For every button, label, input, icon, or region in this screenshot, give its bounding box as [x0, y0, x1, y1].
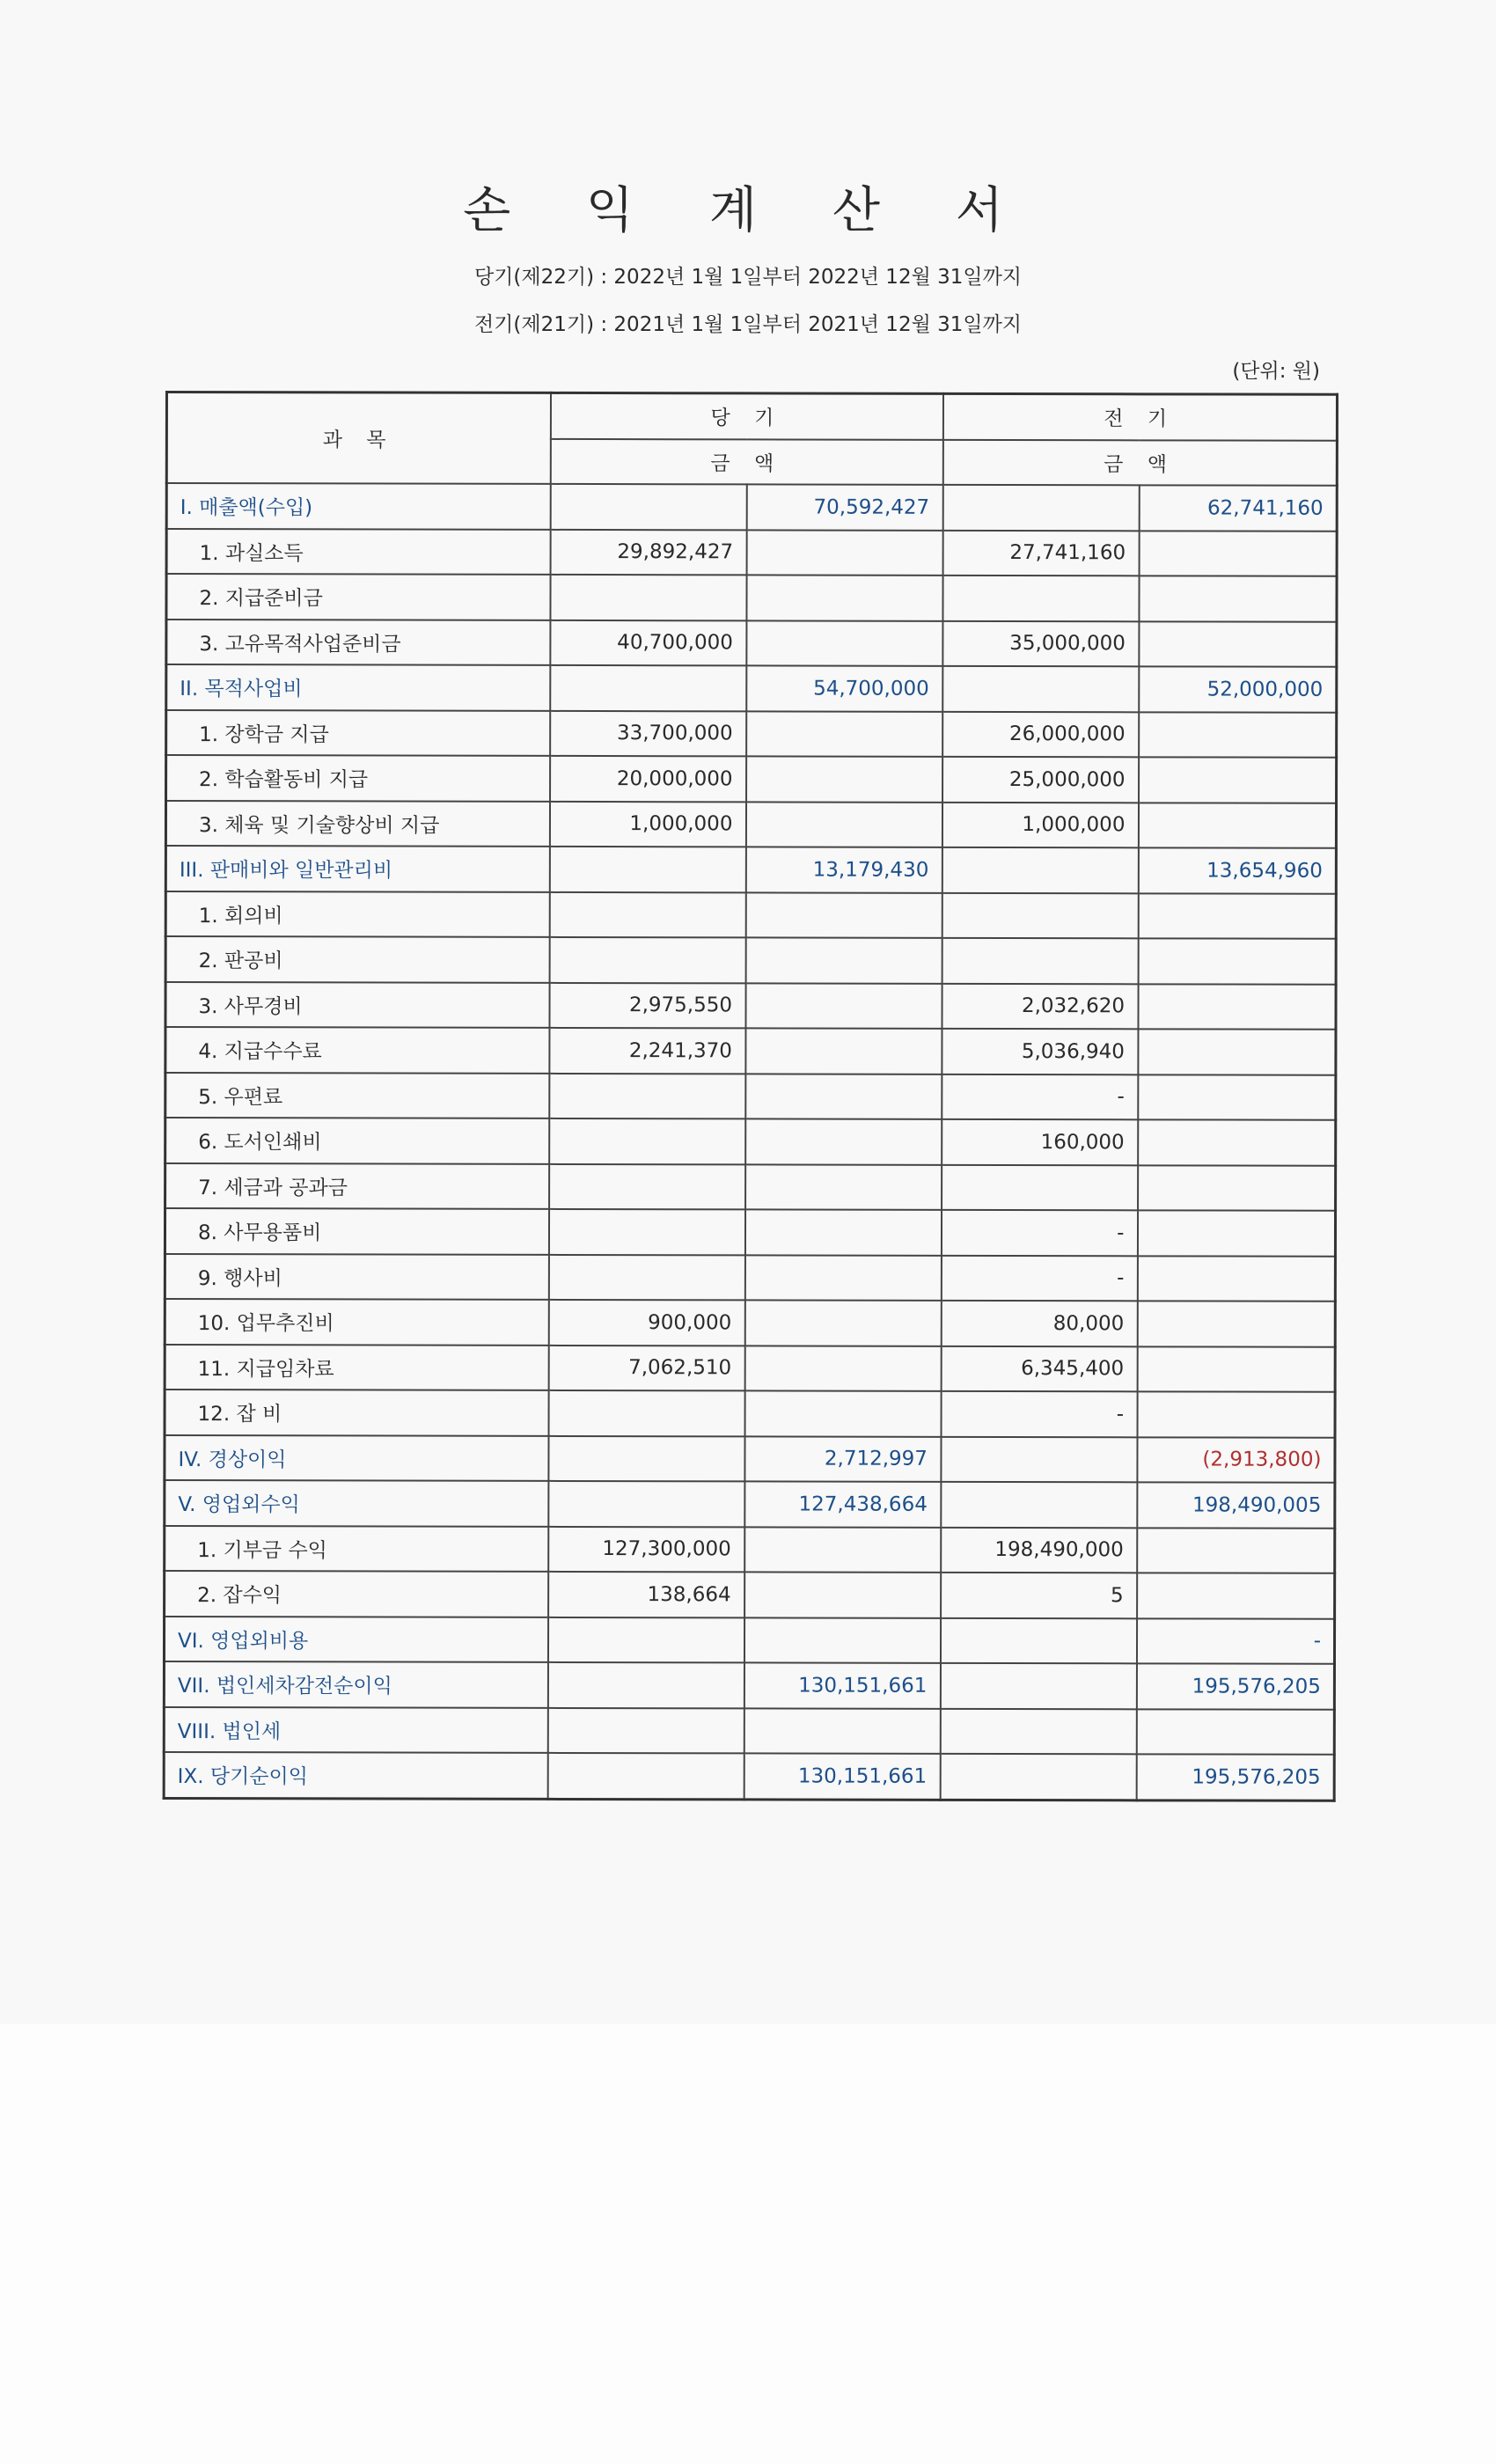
table-row [165, 1163, 1336, 1211]
account-name: IV. 경상이익 [165, 1435, 548, 1481]
current-total-amount [746, 711, 942, 757]
prior-period: 전기(제21기) : 2021년 1월 1일부터 2021년 12월 31일까지 [473, 313, 1023, 336]
account-name: 3. 고유목적사업준비금 [166, 620, 550, 665]
account-name: III. 판매비와 일반관리비 [165, 846, 549, 891]
prior-total-amount [1139, 576, 1337, 621]
prior-item-amount: 198,490,000 [941, 1527, 1137, 1573]
prior-item-amount [942, 576, 1139, 621]
current-total-amount [744, 1617, 940, 1663]
current-item-amount: 1,000,000 [549, 801, 745, 847]
prior-item-amount: 35,000,000 [942, 620, 1139, 666]
account-name: 2. 학습활동비 지급 [166, 755, 550, 801]
current-total-amount: 70,592,427 [746, 484, 942, 530]
header-prior: 전 기 [942, 393, 1337, 440]
current-total-amount [744, 1527, 941, 1573]
prior-item-amount: 1,000,000 [942, 802, 1138, 847]
table-row [165, 1526, 1335, 1573]
current-item-amount [550, 575, 746, 620]
account-name: V. 영업외수익 [165, 1480, 548, 1526]
prior-total-amount [1138, 1029, 1336, 1074]
current-item-amount [548, 1435, 744, 1481]
current-item-amount: 127,300,000 [548, 1526, 744, 1572]
prior-total-amount: 198,490,005 [1137, 1482, 1335, 1528]
prior-item-amount [940, 1708, 1136, 1754]
table-row [165, 936, 1336, 984]
account-name: 2. 잡수익 [165, 1571, 548, 1617]
current-total-amount [745, 1118, 942, 1164]
header-prior-amount: 금 액 [942, 439, 1337, 485]
document-title: 손 익 계 산 서 [463, 182, 1033, 239]
current-item-amount [547, 1753, 744, 1799]
current-total-amount [744, 1300, 941, 1346]
current-item-amount [549, 847, 745, 892]
current-total-amount [746, 530, 942, 576]
prior-total-amount [1139, 757, 1337, 803]
table-row [166, 574, 1337, 621]
current-item-amount [550, 484, 746, 530]
prior-item-amount [941, 1482, 1137, 1528]
account-name: 3. 사무경비 [165, 982, 549, 1028]
prior-total-amount [1137, 1528, 1335, 1573]
prior-total-amount [1139, 531, 1337, 576]
prior-total-amount: 62,741,160 [1139, 485, 1337, 531]
prior-total-amount: 52,000,000 [1139, 666, 1337, 712]
current-item-amount: 7,062,510 [548, 1345, 744, 1390]
current-item-amount [549, 891, 745, 937]
current-total-amount: 127,438,664 [744, 1481, 941, 1527]
current-item-amount [548, 1390, 744, 1436]
account-name: 8. 사무용품비 [165, 1208, 548, 1254]
current-total-amount [746, 756, 942, 802]
account-name: VIII. 법인세 [164, 1706, 547, 1752]
table-row [165, 1208, 1335, 1256]
account-name: 2. 지급준비금 [166, 574, 550, 620]
current-item-amount [548, 1209, 744, 1255]
current-item-amount [547, 1707, 744, 1753]
table-row [165, 1571, 1335, 1618]
table-row [166, 664, 1337, 712]
prior-item-amount [942, 1164, 1138, 1210]
table-row [165, 1073, 1336, 1120]
account-name: 10. 업무추진비 [165, 1299, 548, 1345]
prior-total-amount [1138, 1074, 1336, 1120]
prior-item-amount [942, 938, 1138, 984]
table-row [165, 846, 1336, 893]
current-item-amount: 40,700,000 [550, 620, 746, 665]
table-row [165, 1027, 1336, 1074]
prior-total-amount [1138, 893, 1336, 939]
table-row [166, 755, 1337, 803]
current-item-amount: 2,241,370 [549, 1028, 745, 1074]
table-row [166, 529, 1337, 576]
table-row [165, 982, 1336, 1030]
table-row [164, 1617, 1334, 1664]
table-row [165, 801, 1336, 848]
current-item-amount [547, 1662, 744, 1708]
prior-total-amount: 13,654,960 [1138, 847, 1336, 893]
prior-item-amount: - [942, 1074, 1138, 1119]
table-row [165, 1299, 1335, 1346]
prior-item-amount [942, 892, 1138, 938]
table-row [165, 1480, 1335, 1528]
current-total-amount [744, 1708, 940, 1754]
prior-item-amount: 160,000 [942, 1119, 1138, 1165]
current-total-amount [745, 892, 942, 938]
table-row [165, 1254, 1335, 1302]
header-account: 과 목 [166, 392, 550, 484]
table-row [165, 1390, 1335, 1437]
current-item-amount: 900,000 [548, 1300, 744, 1346]
account-name: 11. 지급임차료 [165, 1345, 548, 1390]
current-item-amount [549, 1163, 745, 1209]
prior-total-amount [1138, 984, 1336, 1030]
prior-total-amount [1139, 712, 1337, 758]
prior-item-amount [942, 666, 1139, 712]
prior-total-amount [1137, 1210, 1335, 1256]
account-name: IX. 당기순이익 [164, 1752, 547, 1799]
current-total-amount [745, 983, 942, 1029]
account-name: 9. 행사비 [165, 1254, 548, 1300]
account-name: 1. 기부금 수익 [165, 1526, 548, 1572]
account-name: 3. 체육 및 기술향상비 지급 [165, 801, 549, 847]
prior-item-amount: 5,036,940 [942, 1029, 1138, 1074]
current-item-amount: 33,700,000 [550, 710, 746, 756]
prior-total-amount [1137, 1256, 1335, 1302]
current-total-amount: 54,700,000 [746, 665, 942, 711]
account-name: 7. 세금과 공과금 [165, 1163, 549, 1209]
prior-total-amount: - [1136, 1618, 1334, 1664]
prior-item-amount: - [941, 1210, 1137, 1256]
prior-item-amount [942, 485, 1139, 531]
prior-total-amount [1138, 938, 1336, 984]
table-row [164, 1752, 1334, 1800]
table-row [166, 620, 1337, 667]
table-body [164, 483, 1337, 1800]
prior-item-amount: - [941, 1391, 1137, 1437]
current-total-amount [746, 575, 942, 620]
prior-item-amount: 26,000,000 [942, 711, 1139, 757]
current-item-amount [548, 1254, 744, 1300]
table-row [166, 710, 1337, 758]
account-name: II. 목적사업비 [166, 664, 550, 710]
current-total-amount: 130,151,661 [744, 1753, 940, 1799]
table-row [165, 1118, 1336, 1165]
account-name: 6. 도서인쇄비 [165, 1118, 549, 1163]
income-statement-table [163, 391, 1338, 1801]
current-total-amount: 130,151,661 [744, 1662, 940, 1708]
current-period: 당기(제22기) : 2022년 1월 1일부터 2022년 12월 31일까지 [473, 266, 1023, 289]
account-name: 1. 회의비 [165, 891, 549, 937]
table-row [165, 1345, 1335, 1392]
current-item-amount [548, 1481, 744, 1527]
current-total-amount [745, 802, 942, 847]
prior-total-amount: 195,576,205 [1136, 1663, 1334, 1709]
current-total-amount: 2,712,997 [744, 1436, 941, 1482]
prior-total-amount [1137, 1391, 1335, 1437]
current-total-amount [744, 1390, 941, 1436]
prior-total-amount [1137, 1301, 1335, 1346]
current-total-amount [744, 1209, 941, 1255]
current-total-amount [745, 1074, 942, 1119]
current-total-amount [745, 1164, 942, 1210]
account-name: 2. 판공비 [165, 936, 549, 982]
prior-item-amount: 25,000,000 [942, 757, 1139, 803]
current-item-amount [549, 1073, 745, 1118]
table-row [166, 483, 1337, 531]
prior-total-amount [1138, 803, 1336, 848]
account-name: 4. 지급수수료 [165, 1027, 549, 1073]
table-row [165, 1435, 1335, 1483]
table-row [164, 1706, 1334, 1754]
header-current: 당 기 [550, 392, 942, 439]
current-item-amount [547, 1617, 744, 1662]
current-total-amount [744, 1572, 941, 1617]
prior-total-amount [1138, 1165, 1336, 1211]
prior-total-amount [1137, 1346, 1335, 1392]
account-name: VII. 법인세차감전순이익 [164, 1661, 547, 1707]
current-total-amount: 13,179,430 [745, 847, 942, 892]
table-row [165, 891, 1336, 939]
prior-item-amount: 5 [941, 1573, 1137, 1618]
prior-item-amount: 6,345,400 [941, 1346, 1137, 1391]
prior-total-amount [1137, 1573, 1335, 1618]
current-item-amount [549, 1118, 745, 1164]
account-name: 1. 과실소득 [166, 529, 550, 575]
prior-item-amount [940, 1754, 1136, 1800]
current-item-amount: 29,892,427 [550, 529, 746, 575]
account-name: 12. 잡 비 [165, 1390, 548, 1435]
unit-label: (단위: 원) [1232, 360, 1320, 383]
account-name: 1. 장학금 지급 [166, 710, 550, 756]
header-row-top [166, 392, 1337, 441]
current-item-amount: 20,000,000 [550, 756, 746, 802]
account-name: I. 매출액(수입) [166, 483, 550, 529]
prior-total-amount: 195,576,205 [1136, 1754, 1334, 1800]
prior-item-amount: 27,741,160 [942, 530, 1139, 576]
current-item-amount [550, 665, 746, 711]
current-total-amount [744, 1255, 941, 1301]
prior-total-amount: (2,913,800) [1137, 1437, 1335, 1483]
current-total-amount [746, 620, 942, 666]
prior-item-amount [940, 1663, 1136, 1709]
current-item-amount [549, 937, 745, 983]
prior-item-amount [942, 847, 1138, 893]
table-row [164, 1661, 1334, 1709]
account-name: VI. 영업외비용 [164, 1617, 547, 1662]
prior-item-amount: 80,000 [941, 1301, 1137, 1346]
prior-total-amount [1139, 621, 1337, 667]
account-name: 5. 우편료 [165, 1073, 549, 1118]
current-total-amount [745, 1028, 942, 1074]
prior-total-amount [1138, 1119, 1336, 1165]
header-current-amount: 금 액 [550, 438, 942, 484]
current-item-amount: 2,975,550 [549, 982, 745, 1028]
prior-total-amount [1136, 1709, 1334, 1755]
prior-item-amount: 2,032,620 [942, 983, 1138, 1029]
current-total-amount [745, 937, 942, 983]
prior-item-amount: - [941, 1255, 1137, 1301]
current-item-amount: 138,664 [548, 1572, 744, 1617]
prior-item-amount [940, 1617, 1136, 1663]
prior-item-amount [941, 1436, 1137, 1482]
current-total-amount [744, 1346, 941, 1391]
